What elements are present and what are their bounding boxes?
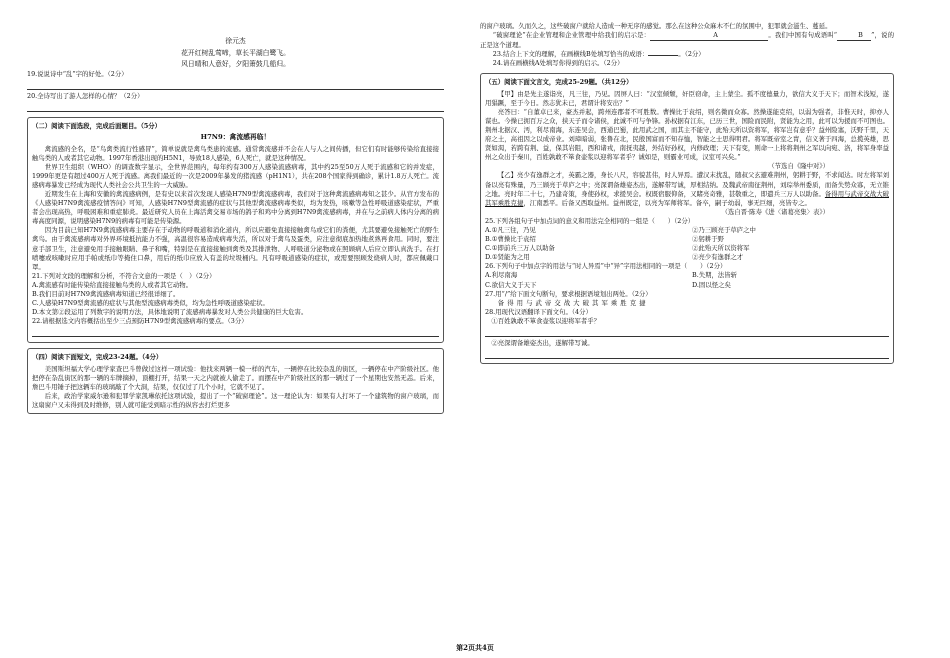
poem-line-1: 花开红树乱莺啼，草长平湖白鹭飞。 bbox=[181, 48, 290, 57]
q25-option-a1[interactable]: A.①凡三往，乃见 bbox=[485, 225, 536, 234]
paragraph-3: 近期发生在上海和安徽的禽流感病例，是有史以来首次发现人感染H7N9型禽流感病毒，我们对于这种禽流感病毒知之甚少。从官方发布的《人感染H7N9禽流感疫情答问》可知，人感染H7N9型禽流感的症状与其他型禽流感病毒类似，均为发热，咳嗽等急性呼吸道感染症状，严重者会出现高热，呼吸困难和重症肺炎。最近研究人员在上海活禽交易市场的鸽子和鸡中分离到H7N9禽流感病毒，并在与之前病人体内分离的病毒高度同源，说明感染H7N9的病毒有可能是传染源。 bbox=[32, 190, 439, 226]
section-2-heading: （二）阅读下面选段，完成后面题目。（5分） bbox=[32, 121, 162, 130]
source-1: （节选自《隆中对》） bbox=[768, 162, 829, 171]
question-27: 27.用“/”给下面文句断句，要求根据语境划出两处。（2分） bbox=[485, 289, 652, 298]
question-26: 26.下列句子中加点字的用法与“时人异焉”中“异”字用法相同的一项是（ ）（2分） bbox=[485, 262, 727, 271]
answer-line-20[interactable] bbox=[27, 102, 444, 112]
q26-option-d[interactable]: D.固以怪之矣 bbox=[692, 280, 731, 289]
q25-option-d2: ②亮少有逸群之才 bbox=[692, 253, 744, 262]
poem bbox=[27, 36, 444, 70]
q26-option-a[interactable]: A.利尽南海 bbox=[485, 271, 518, 280]
q25-option-c1[interactable]: C.①即前兵三万人以助备 bbox=[485, 244, 555, 253]
section-2-box bbox=[27, 117, 444, 344]
question-20: 20.全诗写出了游人怎样的心情？（2分） bbox=[27, 91, 144, 100]
poem-author: 徐元杰 bbox=[225, 37, 246, 45]
section-4-paragraph-2: 后来，政治学家威尔逊和犯罪学家凯琳依托这项试验，提出了一个“破窗理论”。这一理论认为：如果有人打坏了一个建筑物的窗户玻璃，而这扇窗户又未得到及时维修，别人就可能受到暗示性的纵容去打烂更多 bbox=[32, 391, 439, 409]
blank-b[interactable]: B bbox=[837, 31, 871, 41]
q21-option-c[interactable]: C.人感染H7N9型禽流感的症状与其他型流感病毒类似，均为急性呼吸道感染症状。 bbox=[32, 299, 269, 308]
underlined-sentence: 备得用与武帝交战大破其军乘胜克捷 bbox=[485, 189, 889, 207]
question-24: 24.请在画横线A处填写你得到的启示。（2分） bbox=[492, 59, 624, 68]
question-22: 22.请根据选文内容概括出至少三点预防H7N9型禽流感病毒的要点。（3分） bbox=[32, 317, 248, 326]
right-column bbox=[480, 22, 894, 638]
page-footer: 第2页共4页 bbox=[456, 643, 494, 653]
section-5-heading: （五）阅读下面文言文，完成25-29题。（共12分） bbox=[485, 78, 633, 87]
q25-option-d1[interactable]: D.①贤能为之用 bbox=[485, 253, 530, 262]
q27-sentence[interactable]: 备 得 用 与 武 帝 交 战 大 破 其 军 乘 胜 克 捷 bbox=[497, 298, 647, 307]
q25-option-c2: ②此殆天所以资将军 bbox=[692, 244, 750, 253]
q25-option-b2: ②躬耕于野 bbox=[692, 235, 724, 244]
q25-option-a2: ②乃三顾亮于草庐之中 bbox=[692, 225, 756, 234]
section-5-box bbox=[480, 73, 894, 364]
q25-options bbox=[485, 226, 889, 262]
question-23: 23.结合上下文的理解，在画横线B处填写恰当的成语： 。（2分） bbox=[492, 50, 705, 59]
answer-line-22[interactable] bbox=[32, 327, 439, 337]
passage-yi: 【乙】亮少有逸群之才，英霸之器，身长八尺，容貌甚伟，时人异焉。遭汉末扰乱，随叔父玄避难荆州，躬耕于野，不求闻达。时左将军刘备以亮有殊量，乃三顾亮于草庐之中；亮深谓备雄姿杰出，遂解带写诚，厚相结纳。及魏武帝南征荆州，刘琮举州委质，而备失势众寡，无立锥之地。亮时年二十七，乃建奇策，身使孙权，求援吴会。权既宿服仰备，又睹亮奇雅，甚敬重之，即遣兵三万人以助备。备得用与武帝交战大破其军乘胜克捷，江南悉平。后备又西取益州。益州既定，以亮为军师将军。备卒，嗣子幼弱，事无巨细，亮皆专之。 bbox=[485, 171, 889, 207]
q26-option-c[interactable]: C.欲信大义于天下 bbox=[485, 280, 537, 289]
q26-option-b[interactable]: B.失期，法皆斩 bbox=[692, 271, 738, 280]
q28-sentence-1: ①百姓孰敢不箪食壶浆以迎将军者乎？ bbox=[491, 316, 601, 325]
answer-line-19[interactable] bbox=[27, 80, 444, 90]
question-25: 25.下列各组句子中加点词的意义和用法完全相同的一组是（ ）（2分） bbox=[485, 216, 695, 225]
q21-option-a[interactable]: A.禽流感有时能传染给直接接触鸟类的人或者其它动物。 bbox=[32, 280, 193, 289]
continued-text: 的窗户玻璃。久而久之，这些破窗户就给人造成一种无序的感觉。那么在这种公众麻木不仁的氛围中，犯罪就会滋生、蔓延。 bbox=[480, 22, 832, 30]
fill-post: 。我们中国有句成语叫“ bbox=[768, 31, 838, 40]
article-title: H7N9：禽流感再临！ bbox=[200, 132, 271, 141]
paragraph-4: 因为目前已知H7N9禽流感病毒主要存在于动物的呼吸道和消化道内，所以应避免直接接触禽鸟或它们的粪便，尤其要避免接触死亡的野生禽鸟。由于禽流感病毒对外界环境抵抗能力不强，高温很容易造成病毒失活，所以对于禽鸟及蛋类，应注意彻底加热地煮熟再食用。同时，要注意手部卫生，注意避免用手接触眼睛、鼻子和嘴，特别是在直接接触到禽类及其排泄物、人呼吸道分泌物或在照顾病人后应立即认真洗手。在打喷嚏或咳嗽时应用手帕或纸巾等掩住口鼻，用后的纸巾应放入有盖的垃圾桶内。凡有呼吸道感染的症状，或需要照顾发烧病人时，都应佩戴口罩。 bbox=[32, 226, 439, 271]
q28-sentence-2: ②亮深谓备雄姿杰出，遂解带写诚。 bbox=[491, 339, 594, 347]
blank-a[interactable]: A bbox=[650, 31, 768, 41]
poem-line-2: 风日晴和人意好，夕阳箫鼓几船归。 bbox=[181, 59, 290, 68]
q21-option-d[interactable]: D.本文第②段运用了列数字的说明方法，具体地说明了流感病毒暴发对人类公共健康的巨大危害。 bbox=[32, 308, 308, 317]
question-19: 19.说说诗中“乱”字的好处。（2分） bbox=[27, 69, 128, 78]
paragraph-1: 禽流感的全名，是“鸟禽类流行性感冒”，简单说就是禽鸟类患的流感。通常禽流感并不会在人与人之间传播，但它们有时能够传染给直接接触鸟类的人或者其它动物。1997年香港出现的H5N1，导致18人感染，6人死亡，就是这种情况。 bbox=[32, 144, 439, 162]
answer-line-28b[interactable] bbox=[485, 349, 889, 359]
q21-option-b[interactable]: B.我们目前对H7N9禽流感病毒知道已经很详细了。 bbox=[32, 290, 180, 299]
paragraph-2: 世界卫生组织（WHO）的调查数字显示，全世界范围内，每年约有300万人感染流感病毒，其中约25至50万人死于流感和它的并发症，1999年更是有超过400万人死于流感。离我们最近的一次是2009年暴发的猪流感（pH1N1），共在208个国家得到确诊，累计1.8万人死亡。流感病毒暴发已经成为现代人类社会公共卫生的一大威胁。 bbox=[32, 162, 439, 189]
source-2: （选自晋·陈寿《进〈诸葛亮集〉表》） bbox=[721, 207, 829, 216]
fill-pre: “破窗理论”在企业管理和企业管理中给我们的启示是： bbox=[492, 31, 651, 40]
fill-end: ”，说的正是这个道理。 bbox=[480, 31, 894, 50]
q26-options bbox=[485, 271, 889, 289]
answer-line-28a[interactable] bbox=[485, 327, 889, 337]
question-28: 28.用现代汉语翻译下面文句。（4分） bbox=[485, 307, 592, 316]
question-21: 21.下列对文段的理解和分析，不符合文意的一项是（ ）（2分） bbox=[32, 271, 216, 280]
left-column bbox=[27, 22, 444, 638]
q25-option-b1[interactable]: B.①曹操比于袁绍 bbox=[485, 235, 536, 244]
broken-window-fill bbox=[480, 31, 894, 50]
section-4-box bbox=[27, 348, 444, 414]
section-4-paragraph-1: 美国斯坦福大学心理学家查巴斗曾做过这样一项试验：他找来两辆一模一样的汽车，一辆停在比较杂乱的街区，一辆停在中产阶级社区。他把停在杂乱街区的那一辆的车牌摘掉，顶棚打开，结果一天之内就被人偷走了。而摆在中产阶级社区的那一辆过了一个星期也安然无恙。后来，詹巴斗用锤子把这辆车的玻璃敲了个大洞，结果，仅仅过了几个小时，它就不见了。 bbox=[32, 364, 439, 391]
answer-blank-23[interactable] bbox=[648, 55, 678, 56]
passage-jia-2: 亮答曰：“自董卓已来，豪杰并起，跨州连郡者不可胜数。曹操比于袁绍，则名微而众寡。然操遂能克绍，以弱为强者，非惟天时，抑亦人谋也。今操已拥百万之众，挟天子而令诸侯，此诚不可与争锋。孙权据有江东，已历三世，国险而民附，贤能为之用，此可以为援而不可图也。荆州北据汉、沔，利尽南海，东连吴会，西通巴蜀，此用武之国，而其主不能守，此殆天所以资将军，将军岂有意乎？益州险塞，沃野千里，天府之土，高祖因之以成帝业。刘璋暗弱，张鲁在北，民殷国富而不知存恤，智能之士思得明君。将军既帝室之胄，信义著于四海，总揽英雄，思贤如渴，若跨有荆、益，保其岩阻，西和诸戎，南抚夷越，外结好孙权，内修政理；天下有变，则命一上将将荆州之军以向宛、洛，将军身率益州之众出于秦川，百姓孰敢不箪食壶浆以迎将军者乎？诚如是，则霸业可成，汉室可兴矣。” bbox=[485, 107, 889, 162]
passage-jia: 【甲】由是先主遂诣亮，凡三往，乃见。因屏人曰：“汉室倾颓，奸臣窃命，主上蒙尘。孤不度德量力，欲信大义于天下；而智术浅短，遂用猖蹶，至于今日。然志犹未已，君谓计将安出？” bbox=[485, 89, 889, 107]
section-4-heading: （四）阅读下面短文，完成23-24题。（4分） bbox=[32, 353, 163, 362]
